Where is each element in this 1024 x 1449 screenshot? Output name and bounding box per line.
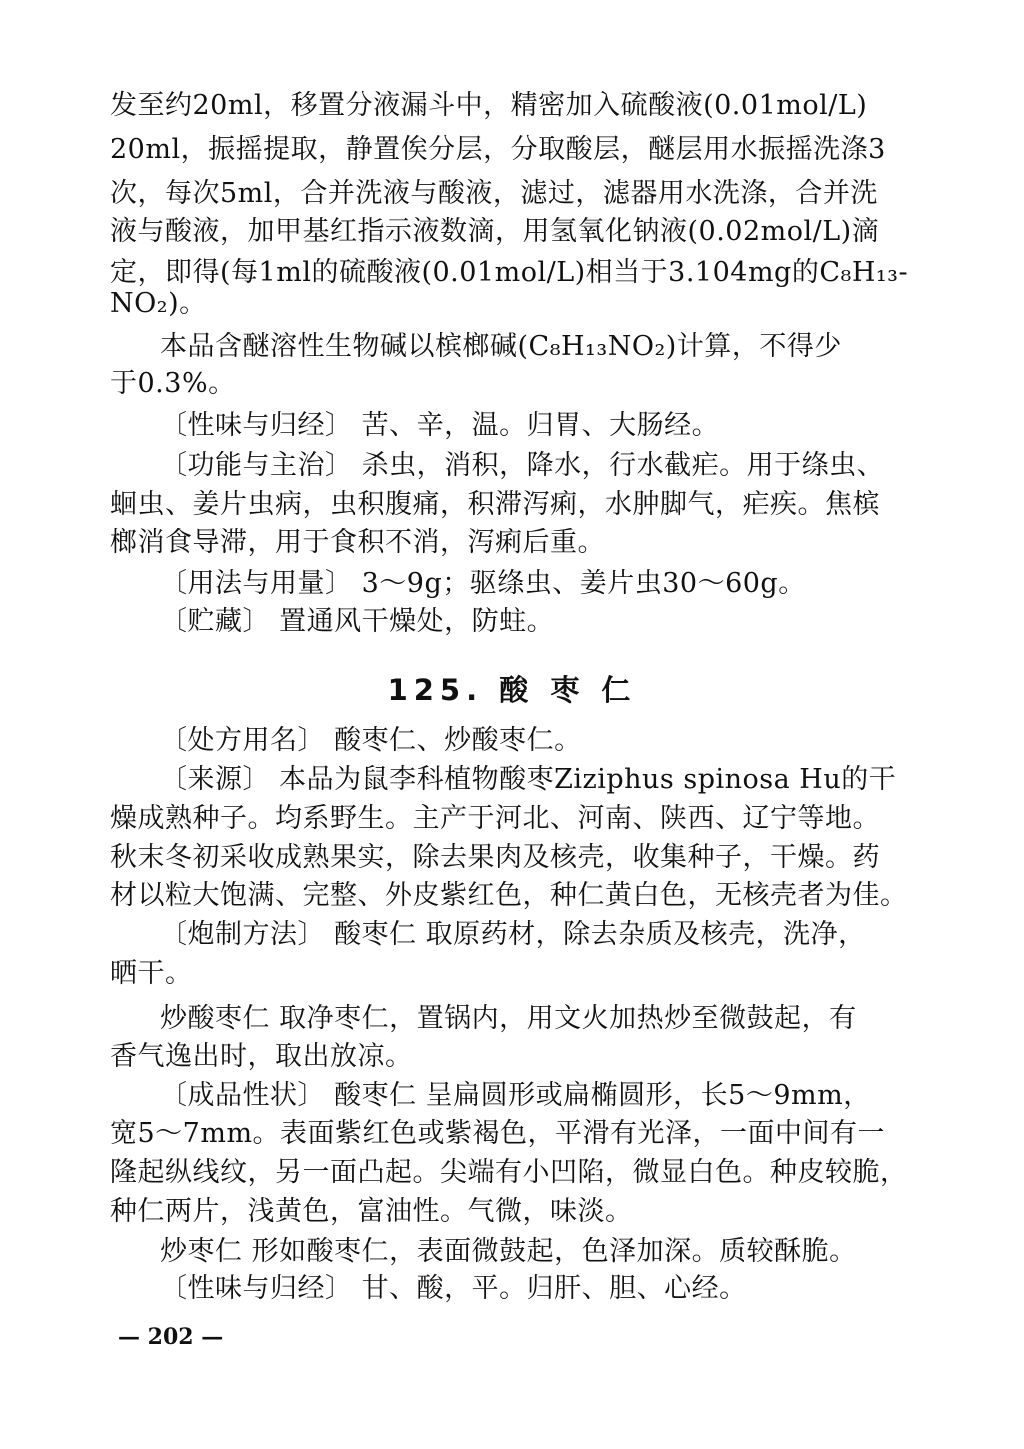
text-line: 晒干。 [110,958,193,989]
section-title: 125. 酸 枣 仁 [387,673,637,707]
text-line: 炒枣仁 形如酸枣仁，表面微鼓起，色泽加深。质较酥脆。 [160,1236,857,1267]
section-xingwei: 〔性味与归经〕 苦、辛，温。归胃、大肠经。 [160,410,720,441]
section-laiyuan: 〔来源〕 本品为鼠李科植物酸枣Ziziphus spinosa Hu的干 [160,764,897,795]
text-line: 秋末冬初采收成熟果实，除去果肉及核壳，收集种子，干燥。药 [110,842,880,873]
section-chufang: 〔处方用名〕 酸枣仁、炒酸枣仁。 [160,725,582,756]
text-line: 液与酸液，加甲基红指示液数滴，用氢氧化钠液(0.02mol/L)滴 [110,216,880,247]
section-gongneng: 〔功能与主治〕 杀虫，消积，降水，行水截疟。用于绦虫、 [160,450,885,481]
text-line: 于0.3%。 [110,368,236,399]
section-xingwei-2: 〔性味与归经〕 甘、酸，平。归肝、胆、心经。 [160,1273,747,1304]
section-chengpin: 〔成品性状〕 酸枣仁 呈扁圆形或扁椭圆形，长5～9mm， [160,1080,871,1111]
text-line: 宽5～7mm。表面紫红色或紫褐色，平滑有光泽，一面中间有一 [110,1118,886,1149]
text-line: 燥成熟种子。均系野生。主产于河北、河南、陕西、辽宁等地。 [110,803,880,834]
text-line: 定，即得(每1ml的硫酸液(0.01mol/L)相当于3.104mg的C₈H₁₃- [110,257,909,288]
text-line: 炒酸枣仁 取净枣仁，置锅内，用文火加热炒至微鼓起，有 [160,1003,857,1034]
section-yongfa: 〔用法与用量〕 3～9g；驱绦虫、姜片虫30～60g。 [160,568,806,599]
section-paozhi: 〔炮制方法〕 酸枣仁 取原药材，除去杂质及核壳，洗净， [160,919,866,950]
section-zhucang: 〔贮藏〕 置通风干燥处，防蛀。 [160,606,555,637]
text-line: NO₂)。 [110,288,207,319]
text-line: 次，每次5ml，合并洗液与酸液，滤过，滤器用水洗涤，合并洗 [110,178,878,209]
text-line: 20ml，振摇提取，静置俟分层，分取酸层，醚层用水振摇洗涤3 [110,134,886,165]
text-line: 发至约20ml，移置分液漏斗中，精密加入硫酸液(0.01mol/L) [110,90,868,121]
text-line: 榔消食导滞，用于食积不消，泻痢后重。 [110,527,605,558]
text-line: 香气逸出时，取出放凉。 [110,1041,413,1072]
text-line: 隆起纵线纹，另一面凸起。尖端有小凹陷，微显白色。种皮较脆， [110,1157,908,1188]
text-line: 种仁两片，浅黄色，富油性。气微，味淡。 [110,1196,633,1227]
text-line: 本品含醚溶性生物碱以槟榔碱(C₈H₁₃NO₂)计算，不得少 [160,331,842,362]
text-line: 材以粒大饱满、完整、外皮紫红色，种仁黄白色，无核壳者为佳。 [110,880,908,911]
page-number: — 202 — [118,1324,224,1350]
text-line: 蛔虫、姜片虫病，虫积腹痛，积滞泻痢，水肿脚气，疟疾。焦槟 [110,489,880,520]
